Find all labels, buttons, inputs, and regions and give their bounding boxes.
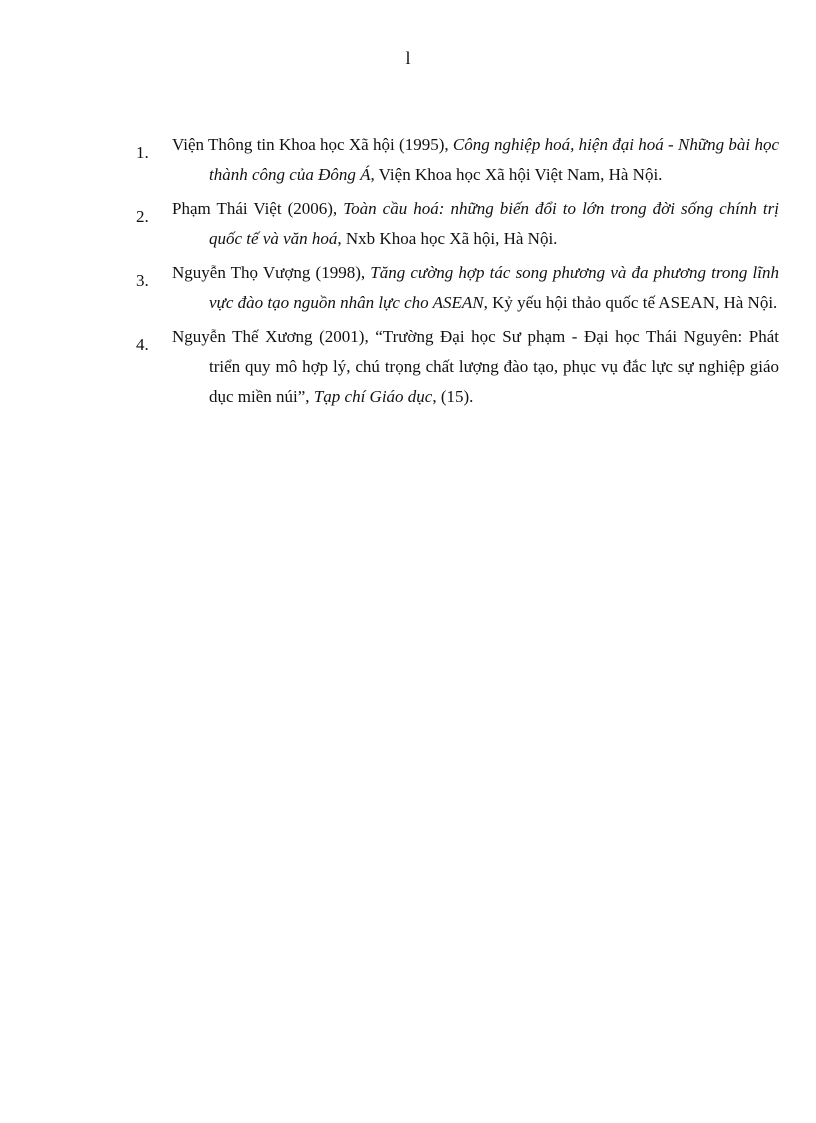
reference-segment: Phạm Thái Việt (2006), [172,199,344,218]
page-number: l [405,48,411,68]
reference-segment: , Viện Khoa học Xã hội Việt Nam, Hà Nội. [370,165,663,184]
reference-item [0,130,816,190]
reference-number: 1. [136,143,149,162]
reference-number: 4. [136,335,149,354]
reference-text [172,194,779,254]
reference-title: Công nghiệp hoá, hiện đại hoá - Những bài học thành công của Đông Á [209,135,779,184]
reference-segment: , (15). [432,387,474,406]
reference-title: Toàn cầu hoá: những biến đổi to lớn trong đời sống chính trị quốc tế và văn hoá [209,199,779,248]
reference-segment: Nguyễn Thọ Vượng (1998), [172,263,371,282]
reference-list [0,130,816,416]
reference-text [172,258,779,318]
reference-item [0,194,816,254]
reference-item [0,322,816,412]
reference-segment: Nguyễn Thế Xương (2001), “Trường Đại học Sư phạm - Đại học Thái Nguyên: Phát triển quy mô hợp lý, chú trọng chất lượng đào tạo, phục vụ đắc lực sự nghiệp giáo dục miền núi”, [172,327,779,406]
reference-item [0,258,816,318]
reference-text [172,322,779,412]
reference-segment: Viện Thông tin Khoa học Xã hội (1995), [172,135,453,154]
reference-number: 3. [136,271,149,290]
reference-number: 2. [136,207,149,226]
reference-title: Tăng cường hợp tác song phương và đa phương trong lĩnh vực đào tạo nguồn nhân lực cho ASEAN [209,263,779,312]
reference-segment: , Nxb Khoa học Xã hội, Hà Nội. [337,229,558,248]
reference-title: Tạp chí Giáo dục [313,387,433,406]
reference-segment: , Kỷ yếu hội thảo quốc tế ASEAN, Hà Nội. [483,293,778,312]
reference-text [172,130,779,190]
